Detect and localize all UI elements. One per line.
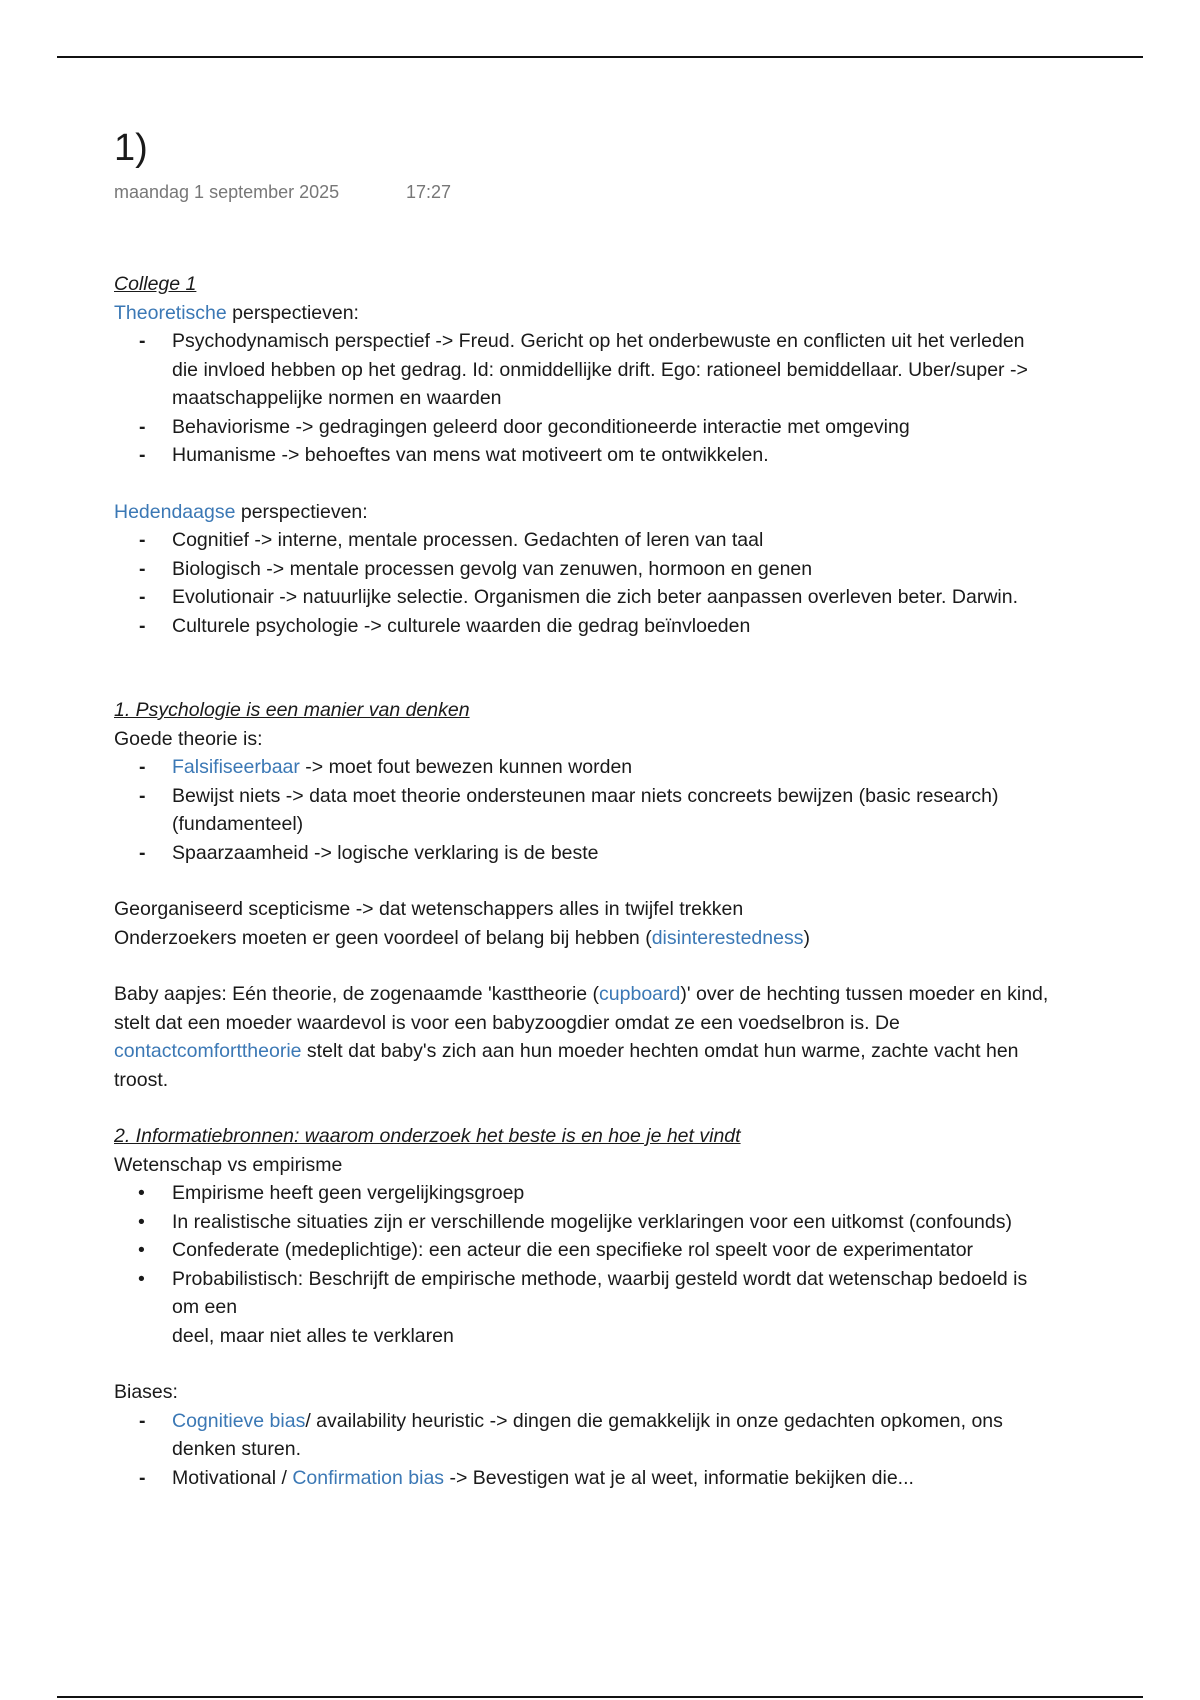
list-item: - Motivational / Confirmation bias -> Bevestigen wat je al weet, informatie bekijken die... [114, 1464, 1054, 1493]
biases-intro: Biases: [114, 1381, 178, 1403]
scepticism-line: Georganiseerd scepticisme -> dat wetenschappers alles in twijfel trekken [114, 898, 744, 920]
contemporary-list [114, 526, 1054, 640]
list-item: - Evolutionair -> natuurlijke selectie. Organismen die zich beter aanpassen overleven beter. Darwin. [114, 583, 1054, 612]
highlight-term: cupboard [599, 983, 681, 1005]
contemporary-intro: Hedendaagse perspectieven: [114, 500, 368, 523]
section-1-intro: Goede theorie is: [114, 727, 263, 750]
highlight-term: disinterestedness [651, 926, 804, 949]
highlight-term: Falsifiseerbaar [172, 756, 300, 778]
section-1 [114, 696, 1054, 1094]
note-page [114, 126, 1054, 1580]
highlight-term: contactcomforttheorie [114, 1040, 302, 1062]
section-2-heading: 2. Informatiebronnen: waarom onderzoek het beste is en hoe je het vindt [114, 1125, 741, 1147]
baby-monkeys-paragraph: Baby aapjes: Eén theorie, de zogenaamde 'kasttheorie (cupboard)' over de hechting tussen moeder en kind, stelt dat een moeder waardevol is voor een babyzoogdier omdat ze een voedselbron is. De contactcomforttheorie stelt dat baby's zich aan hun moeder hechten omdat hun warme, zachte vacht hen troost. [114, 983, 1049, 1091]
list-item: - Bewijst niets -> data moet theorie ondersteunen maar niets concreets bewijzen (basic research) (fundamenteel) [114, 782, 1054, 839]
theory-list [114, 753, 1054, 867]
list-item: • Probabilistisch: Beschrijft de empirische methode, waarbij gesteld wordt dat wetenschap bedoeld is om een deel, maar niet alles te verklaren [114, 1265, 1054, 1351]
top-rule [57, 56, 1143, 58]
college-section [114, 270, 1054, 640]
note-date: maandag 1 september 2025 [114, 182, 340, 202]
list-item: • Confederate (medeplichtige): een acteur die een specifieke rol speelt voor de experimentator [114, 1236, 1054, 1265]
list-item: - Falsifiseerbaar -> moet fout bewezen kunnen worden [114, 753, 1054, 782]
list-item: • In realistische situaties zijn er verschillende mogelijke verklaringen voor een uitkomst (confounds) [114, 1208, 1054, 1237]
biases-list [114, 1407, 1054, 1493]
note-timestamp [114, 182, 1054, 208]
theoretical-list [114, 327, 1054, 470]
science-list [114, 1179, 1054, 1350]
list-item: • Empirisme heeft geen vergelijkingsgroep [114, 1179, 1054, 1208]
highlight-term: Theoretische [114, 301, 227, 324]
list-item: - Cognitief -> interne, mentale processen. Gedachten of leren van taal [114, 526, 1054, 555]
highlight-term: Hedendaagse [114, 500, 236, 523]
note-time: 17:27 [406, 182, 452, 202]
bottom-rule [57, 1696, 1143, 1698]
list-item: - Biologisch -> mentale processen gevolg van zenuwen, hormoon en genen [114, 555, 1054, 584]
list-item: - Cognitieve bias/ availability heuristic -> dingen die gemakkelijk in onze gedachten opkomen, ons denken sturen. [114, 1407, 1054, 1464]
highlight-term: Cognitieve bias [172, 1409, 306, 1432]
list-item: - Behaviorisme -> gedragingen geleerd door geconditioneerde interactie met omgeving [114, 413, 1054, 442]
section-2 [114, 1122, 1054, 1492]
list-item: - Humanisme -> behoeftes van mens wat motiveert om te ontwikkelen. [114, 441, 1054, 470]
list-item: - Spaarzaamheid -> logische verklaring is de beste [114, 839, 1054, 868]
highlight-term: Confirmation bias [292, 1466, 445, 1489]
list-item: - Culturele psychologie -> culturele waarden die gedrag beïnvloeden [114, 612, 1054, 641]
theoretical-intro: Theoretische perspectieven: [114, 301, 359, 324]
list-item: - Psychodynamisch perspectief -> Freud. Gericht op het onderbewuste en conflicten uit het verleden die invloed hebben op het gedrag. Id: onmiddellijke drift. Ego: rationeel bemiddellaar. Uber/super -> maatschappelijke normen en waarden [114, 327, 1054, 413]
college-heading: College 1 [114, 273, 197, 295]
section-2-intro: Wetenschap vs empirisme [114, 1153, 343, 1176]
section-1-heading: 1. Psychologie is een manier van denken [114, 699, 470, 721]
disinterest-line: Onderzoekers moeten er geen voordeel of belang bij hebben (disinterestedness) [114, 926, 810, 949]
page-title: 1) [114, 127, 148, 169]
